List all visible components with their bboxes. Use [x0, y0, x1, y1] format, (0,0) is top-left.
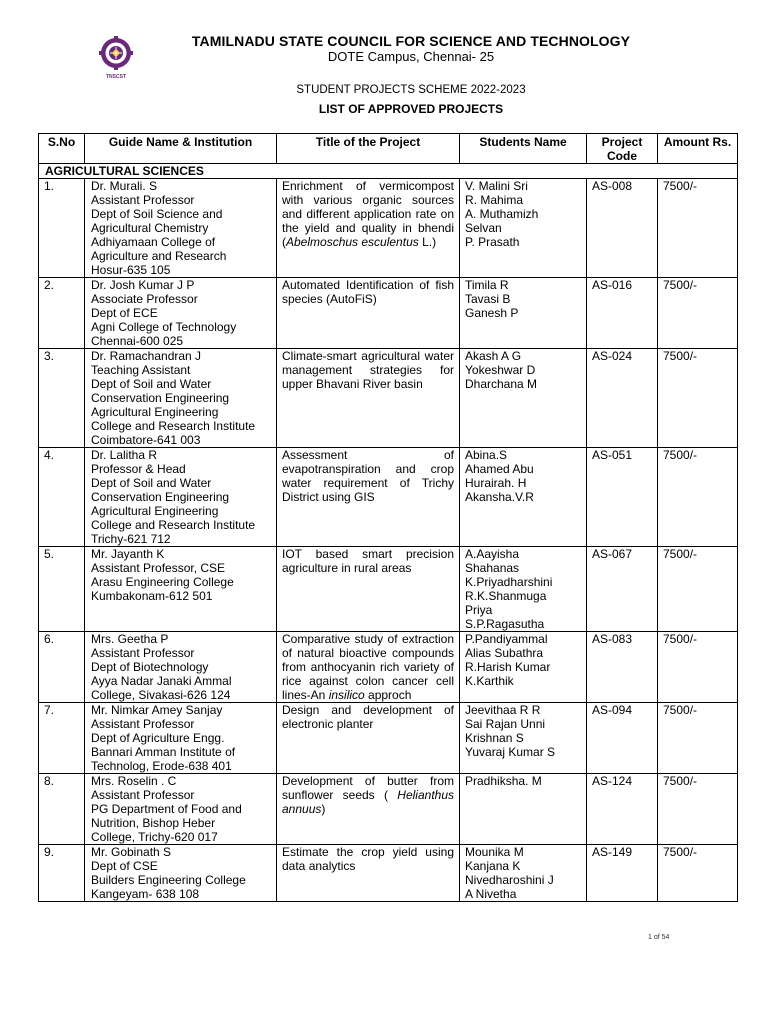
guide-line: Agni College of Technology: [91, 320, 237, 334]
student-name: K.Karthik: [465, 674, 514, 688]
student-name: Nivedharoshini J: [465, 873, 554, 887]
row-amount: 7500/-: [658, 632, 738, 703]
student-name: P.Pandiyammal: [465, 632, 548, 646]
col-header-students: Students Name: [460, 134, 587, 164]
row-sno: [39, 349, 85, 448]
table-row: [39, 179, 738, 278]
row-sno: [39, 703, 85, 774]
student-name: Jeevithaa R R: [465, 703, 541, 717]
row-students: [460, 448, 587, 547]
title-text: Assessment of evapotranspiration and crop water requirement of Trichy District using GIS: [282, 448, 454, 504]
student-name: Yuvaraj Kumar S: [465, 745, 556, 759]
guide-line: Conservation Engineering: [91, 391, 230, 405]
guide-line: Mr. Nimkar Amey Sanjay: [91, 703, 223, 717]
row-sno: [39, 845, 85, 902]
guide-line: Dept of Soil Science and: [91, 207, 223, 221]
table-row: [39, 845, 738, 902]
row-amount: 7500/-: [658, 179, 738, 278]
title-text: Enrichment of vermicompost with various organic sources and different application rate on the yield and quality in bhendi (Abelmoschus esculentus L.): [282, 179, 454, 249]
student-name: Yokeshwar D: [465, 363, 536, 377]
guide-line: Associate Professor: [91, 292, 198, 306]
table-row: [39, 349, 738, 448]
table-row: [39, 448, 738, 547]
row-title: [277, 278, 460, 349]
col-header-code: Project Code: [587, 134, 658, 164]
row-amount: 7500/-: [658, 845, 738, 902]
guide-line: Conservation Engineering: [91, 490, 230, 504]
guide-line: Mrs. Roselin . C: [91, 774, 177, 788]
guide-line: Nutrition, Bishop Heber: [91, 816, 216, 830]
row-sno: [39, 774, 85, 845]
table-header-row: [39, 134, 738, 164]
row-amount: 7500/-: [658, 278, 738, 349]
row-amount: 7500/-: [658, 774, 738, 845]
guide-line: Assistant Professor: [91, 193, 195, 207]
col-header-sno: S.No: [39, 134, 85, 164]
student-name: Mounika M: [465, 845, 524, 859]
row-guide: [85, 703, 277, 774]
row-title: [277, 547, 460, 632]
title-text: Design and development of electronic planter: [282, 703, 454, 731]
guide-line: Dept of Biotechnology: [91, 660, 209, 674]
student-name: S.P.Ragasutha: [465, 617, 545, 631]
guide-line: Dr. Murali. S: [91, 179, 158, 193]
guide-line: Arasu Engineering College: [91, 575, 234, 589]
guide-line: Mr. Jayanth K: [91, 547, 165, 561]
table-row: [39, 774, 738, 845]
student-name: Krishnan S: [465, 731, 524, 745]
section-label: AGRICULTURAL SCIENCES: [39, 164, 738, 179]
title-text: IOT based smart precision agriculture in rural areas: [282, 547, 454, 575]
sno-text: 3.: [44, 349, 55, 363]
student-name: A Nivetha: [465, 887, 517, 901]
student-name: R.K.Shanmuga: [465, 589, 547, 603]
org-address: DOTE Campus, Chennai- 25: [327, 49, 495, 64]
guide-line: College, Sivakasi-626 124: [91, 688, 231, 702]
guide-line: Dept of Soil and Water: [91, 476, 212, 490]
student-name: Ganesh P: [465, 306, 519, 320]
student-name: Selvan: [465, 221, 502, 235]
row-amount: 7500/-: [658, 703, 738, 774]
row-students: [460, 179, 587, 278]
guide-line: Coimbatore-641 003: [91, 433, 201, 447]
guide-line: Professor & Head: [91, 462, 186, 476]
table-row: [39, 547, 738, 632]
guide-line: College, Trichy-620 017: [91, 830, 218, 844]
guide-line: Hosur-635 105: [91, 263, 171, 277]
guide-line: Dept of ECE: [91, 306, 158, 320]
guide-line: Ayya Nadar Janaki Ammal: [91, 674, 232, 688]
row-guide: [85, 278, 277, 349]
section-row: [39, 164, 738, 179]
row-sno: [39, 547, 85, 632]
guide-line: Kumbakonam-612 501: [91, 589, 213, 603]
student-name: K.Priyadharshini: [465, 575, 553, 589]
row-code: AS-124: [587, 774, 658, 845]
guide-line: Chennai-600 025: [91, 334, 184, 348]
sno-text: 7.: [44, 703, 55, 717]
row-sno: [39, 448, 85, 547]
sno-text: 8.: [44, 774, 55, 788]
row-title: [277, 774, 460, 845]
row-students: [460, 845, 587, 902]
student-name: Dharchana M: [465, 377, 538, 391]
org-name: TAMILNADU STATE COUNCIL FOR SCIENCE AND TECHNOLOGY: [191, 33, 631, 49]
guide-line: Trichy-621 712: [91, 532, 171, 546]
student-name: V. Malini Sri: [465, 179, 528, 193]
guide-line: Agriculture and Research: [91, 249, 227, 263]
guide-line: Mrs. Geetha P: [91, 632, 169, 646]
row-guide: [85, 774, 277, 845]
col-header-amount: Amount Rs.: [658, 134, 738, 164]
page-number: 1 of 54: [648, 934, 670, 941]
row-guide: [85, 632, 277, 703]
student-name: Tavasi B: [465, 292, 511, 306]
guide-line: Assistant Professor, CSE: [91, 561, 226, 575]
student-name: Akash A G: [465, 349, 522, 363]
logo-caption: TNSCST: [106, 74, 126, 80]
guide-line: College and Research Institute: [91, 419, 256, 433]
row-title: [277, 703, 460, 774]
table-row: [39, 703, 738, 774]
student-name: Ahamed Abu: [465, 462, 534, 476]
row-students: [460, 774, 587, 845]
student-name: P. Prasath: [465, 235, 520, 249]
row-code: AS-016: [587, 278, 658, 349]
row-guide: [85, 448, 277, 547]
sno-text: 2.: [44, 278, 55, 292]
student-name: A.Aayisha: [465, 547, 520, 561]
student-name: Alias Subathra: [465, 646, 544, 660]
row-guide: [85, 179, 277, 278]
student-name: Timila R: [465, 278, 509, 292]
row-title: [277, 632, 460, 703]
table-row: [39, 278, 738, 349]
row-students: [460, 278, 587, 349]
row-code: AS-051: [587, 448, 658, 547]
title-text: Comparative study of extraction of natural bioactive compounds from anthocyanin rich variety of rice against colon cancer cell lines-An insilico approch: [282, 632, 454, 702]
guide-line: Bannari Amman Institute of: [91, 745, 236, 759]
student-name: R.Harish Kumar: [465, 660, 551, 674]
row-amount: 7500/-: [658, 349, 738, 448]
guide-line: Dept of CSE: [91, 859, 158, 873]
title-text: Development of butter from sunflower seeds ( Helianthus annuus): [282, 774, 454, 816]
guide-line: Assistant Professor: [91, 788, 195, 802]
row-code: AS-008: [587, 179, 658, 278]
row-sno: [39, 632, 85, 703]
guide-line: Dr. Ramachandran J: [91, 349, 202, 363]
student-name: Shahanas: [465, 561, 520, 575]
scheme-title: STUDENT PROJECTS SCHEME 2022-2023: [296, 84, 526, 96]
row-code: AS-024: [587, 349, 658, 448]
row-title: [277, 448, 460, 547]
title-text: Automated Identification of fish species (AutoFiS): [282, 278, 454, 306]
sno-text: 4.: [44, 448, 55, 462]
row-guide: [85, 845, 277, 902]
projects-table: [38, 133, 738, 902]
row-guide: [85, 547, 277, 632]
guide-line: Dept of Soil and Water: [91, 377, 212, 391]
guide-line: Assistant Professor: [91, 717, 195, 731]
table-row: [39, 632, 738, 703]
student-name: Priya: [465, 603, 493, 617]
row-code: AS-083: [587, 632, 658, 703]
row-students: [460, 547, 587, 632]
student-name: Sai Rajan Unni: [465, 717, 546, 731]
guide-line: Dr. Josh Kumar J P: [91, 278, 195, 292]
list-title: LIST OF APPROVED PROJECTS: [318, 102, 504, 116]
guide-line: Agricultural Engineering: [91, 405, 219, 419]
col-header-title: Title of the Project: [277, 134, 460, 164]
row-code: AS-149: [587, 845, 658, 902]
title-text: Climate-smart agricultural water management strategies for upper Bhavani River basin: [282, 349, 454, 391]
guide-line: Adhiyamaan College of: [91, 235, 216, 249]
guide-line: Kangeyam- 638 108: [91, 887, 200, 901]
sno-text: 9.: [44, 845, 55, 859]
row-title: [277, 349, 460, 448]
student-name: Hurairah. H: [465, 476, 527, 490]
guide-line: PG Department of Food and: [91, 802, 242, 816]
guide-line: Builders Engineering College: [91, 873, 246, 887]
row-sno: [39, 278, 85, 349]
guide-line: College and Research Institute: [91, 518, 256, 532]
row-title: [277, 179, 460, 278]
row-amount: 7500/-: [658, 547, 738, 632]
row-students: [460, 632, 587, 703]
row-sno: [39, 179, 85, 278]
row-guide: [85, 349, 277, 448]
guide-line: Assistant Professor: [91, 646, 195, 660]
student-name: R. Mahima: [465, 193, 524, 207]
row-code: AS-067: [587, 547, 658, 632]
row-code: AS-094: [587, 703, 658, 774]
student-name: Kanjana K: [465, 859, 521, 873]
sno-text: 5.: [44, 547, 55, 561]
student-name: Abina.S: [465, 448, 508, 462]
student-name: A. Muthamizh: [465, 207, 539, 221]
guide-line: Dept of Agriculture Engg.: [91, 731, 225, 745]
guide-line: Mr. Gobinath S: [91, 845, 172, 859]
guide-line: Agricultural Engineering: [91, 504, 219, 518]
row-amount: 7500/-: [658, 448, 738, 547]
sno-text: 1.: [44, 179, 55, 193]
guide-line: Dr. Lalitha R: [91, 448, 158, 462]
student-name: Akansha.V.R: [465, 490, 534, 504]
title-text: Estimate the crop yield using data analytics: [282, 845, 454, 873]
student-name: Pradhiksha. M: [465, 774, 542, 788]
row-students: [460, 703, 587, 774]
guide-line: Agricultural Chemistry: [91, 221, 209, 235]
row-title: [277, 845, 460, 902]
row-students: [460, 349, 587, 448]
col-header-guide: Guide Name & Institution: [85, 134, 277, 164]
guide-line: Technolog, Erode-638 401: [91, 759, 232, 773]
guide-line: Teaching Assistant: [91, 363, 191, 377]
sno-text: 6.: [44, 632, 55, 646]
